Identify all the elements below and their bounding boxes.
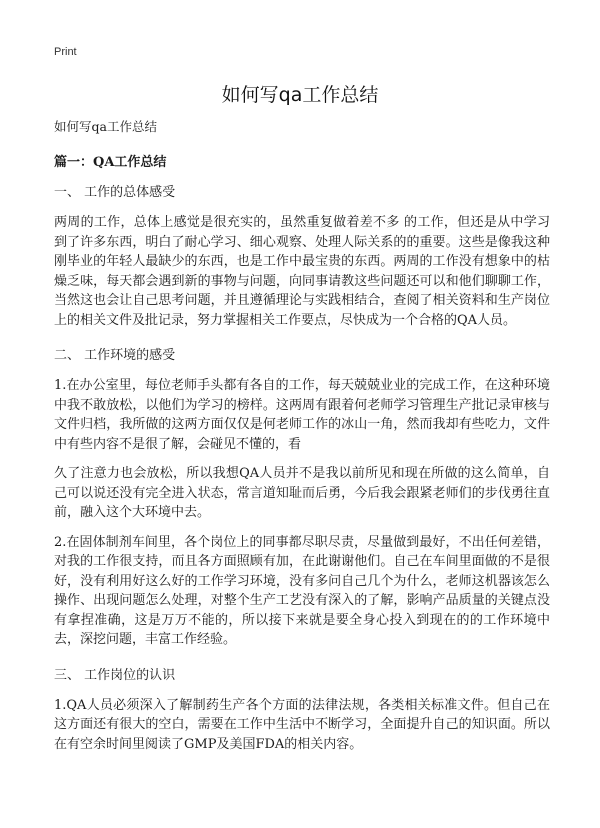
- paragraph-workshop: 2.在固体制剂车间里，各个岗位上的同事都尽职尽责，尽量做到最好，不出任何差错，对我的工作很支持，而且各方面照顾有加，在此谢谢他们。自己在车间里面做的不是很好，没有利用好这么好的工作学习环境，没有多问自己几个为什么，老师这机器该怎么操作、出现问题怎么处理，对整个生产工艺没有深入的了解，影响产品质量的关键点没有拿捏准确，这是万万不能的，所以接下来就是要全身心投入到现在的的工作环境中去，深挖问题，丰富工作经验。: [54, 534, 550, 647]
- paragraph-office-continued: 久了注意力也会放松，所以我想QA人员并不是我以前所见和现在所做的这么简单，自己可以说还没有完全进入状态，常言道知耻而后勇，今后我会跟紧老师们的步伐勇往直前，融入这个大环境中去。: [54, 466, 550, 520]
- chapter-heading: 篇一：QA工作总结: [54, 155, 167, 170]
- section-heading-environment: 二、 工作环境的感受: [54, 348, 176, 363]
- page-title: 如何写qa工作总结: [221, 84, 379, 106]
- section-heading-position: 三、 工作岗位的认识: [54, 667, 176, 683]
- print-link[interactable]: Print: [54, 46, 77, 58]
- paragraph-office: 1.在办公室里，每位老师手头都有各自的工作，每天兢兢业业的完成工作，在这种环境中我不敢放松，以他们为学习的榜样。这两周有跟着何老师学习管理生产批记录审核与文件归档，我所做的这两方面仅仅是何老师工作的冰山一角，然而我却有些吃力，文件中有些内容不是很了解，会碰见不懂的，看: [54, 378, 550, 452]
- paragraph-qa-requirements: 1.QA人员必须深入了解制药生产各个方面的法律法规，各类相关标准文件。但自己在这方面还有很大的空白，需要在工作中生活中不断学习，全面提升自己的知识面。所以在有空余时间里阅读了GMP及美国FDA的相关内容。: [54, 697, 550, 752]
- section-heading-overall: 一、 工作的总体感受: [54, 185, 176, 200]
- paragraph-overall-feeling: 两周的工作，总体上感觉是很充实的，虽然重复做着差不多 的工作，但还是从中学习到了许多东西，明白了耐心学习、细心观察、处理人际关系的的重要。这些是像我这种刚毕业的年轻人最缺少的东西，也是工作中最宝贵的东西。两周的工作没有想象中的枯燥乏味，每天都会遇到新的事物与问题，向同事请教这些问题还可以和他们聊聊工作，当然这也会让自己思考问题，并且遵循理论与实践相结合，查阅了相关资料和生产岗位上的相关文件及批记录，努力掌握相关工作要点，尽快成为一个合格的QA人员。: [54, 215, 550, 328]
- document-body: [54, 117, 550, 764]
- document-subtitle: 如何写qa工作总结: [54, 119, 157, 134]
